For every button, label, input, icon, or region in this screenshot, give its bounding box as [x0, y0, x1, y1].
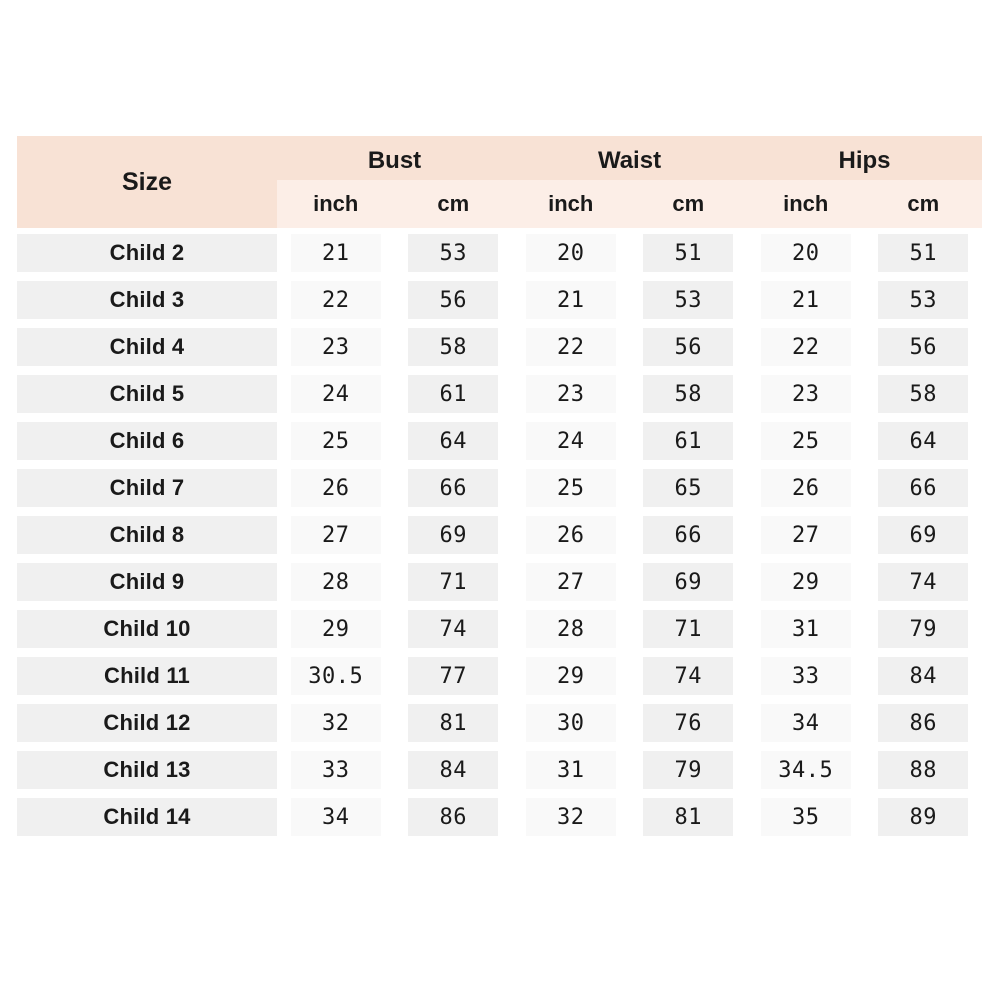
value-cell-wrap	[747, 281, 865, 319]
size-cell: Child 2	[17, 234, 277, 272]
value-cell-wrap	[747, 469, 865, 507]
value-cell-wrap	[395, 610, 513, 648]
cm-value-cell: 66	[643, 516, 733, 554]
cm-value-cell: 76	[643, 704, 733, 742]
cm-value-cell: 86	[878, 704, 968, 742]
value-cell-wrap	[865, 375, 983, 413]
value-cell-wrap	[277, 375, 395, 413]
cm-value-cell: 53	[643, 281, 733, 319]
size-column-header: Size	[121, 167, 173, 196]
value-cell-wrap	[277, 751, 395, 789]
cm-value-cell: 69	[643, 563, 733, 601]
table-row	[17, 328, 982, 366]
value-cell-wrap	[865, 798, 983, 836]
inch-value-cell: 34	[761, 704, 851, 742]
value-cell-wrap	[630, 422, 748, 460]
size-cell: Child 9	[17, 563, 277, 601]
inch-value-cell: 30.5	[291, 657, 381, 695]
value-cell-wrap	[277, 657, 395, 695]
value-cell-wrap	[630, 469, 748, 507]
inch-value-cell: 25	[291, 422, 381, 460]
cm-value-cell: 74	[878, 563, 968, 601]
inch-value-cell: 21	[526, 281, 616, 319]
waist-inch-header: inch	[512, 180, 630, 228]
inch-value-cell: 20	[526, 234, 616, 272]
inch-value-cell: 23	[291, 328, 381, 366]
cm-value-cell: 51	[643, 234, 733, 272]
cm-value-cell: 79	[643, 751, 733, 789]
inch-value-cell: 25	[761, 422, 851, 460]
table-row	[17, 751, 982, 789]
value-cell-wrap	[865, 563, 983, 601]
inch-value-cell: 31	[526, 751, 616, 789]
value-cell-wrap	[630, 281, 748, 319]
inch-value-cell: 27	[291, 516, 381, 554]
table-row	[17, 657, 982, 695]
value-cell-wrap	[395, 328, 513, 366]
size-cell: Child 13	[17, 751, 277, 789]
inch-value-cell: 25	[526, 469, 616, 507]
inch-value-cell: 27	[526, 563, 616, 601]
size-cell: Child 3	[17, 281, 277, 319]
table-row	[17, 798, 982, 836]
bust-group-header: Bust	[367, 147, 422, 174]
value-cell-wrap	[395, 704, 513, 742]
value-cell-wrap	[277, 281, 395, 319]
value-cell-wrap	[747, 704, 865, 742]
cm-value-cell: 77	[408, 657, 498, 695]
bust-inch-header: inch	[277, 180, 395, 228]
table-row	[17, 516, 982, 554]
cm-value-cell: 86	[408, 798, 498, 836]
cm-value-cell: 56	[408, 281, 498, 319]
cm-value-cell: 58	[408, 328, 498, 366]
waist-group-header: Waist	[597, 147, 662, 174]
table-row	[17, 422, 982, 460]
value-cell-wrap	[630, 798, 748, 836]
inch-value-cell: 28	[291, 563, 381, 601]
value-cell-wrap	[747, 328, 865, 366]
cm-value-cell: 74	[643, 657, 733, 695]
value-cell-wrap	[865, 234, 983, 272]
cm-value-cell: 53	[878, 281, 968, 319]
size-cell: Child 11	[17, 657, 277, 695]
cm-value-cell: 71	[408, 563, 498, 601]
cm-value-cell: 81	[643, 798, 733, 836]
table-row	[17, 469, 982, 507]
value-cell-wrap	[865, 704, 983, 742]
size-cell: Child 7	[17, 469, 277, 507]
inch-value-cell: 28	[526, 610, 616, 648]
cm-value-cell: 69	[408, 516, 498, 554]
value-cell-wrap	[512, 563, 630, 601]
cm-value-cell: 79	[878, 610, 968, 648]
inch-value-cell: 27	[761, 516, 851, 554]
value-cell-wrap	[512, 469, 630, 507]
value-cell-wrap	[277, 516, 395, 554]
table-row	[17, 234, 982, 272]
value-cell-wrap	[630, 610, 748, 648]
cm-value-cell: 66	[408, 469, 498, 507]
value-cell-wrap	[865, 469, 983, 507]
value-cell-wrap	[277, 798, 395, 836]
cm-value-cell: 51	[878, 234, 968, 272]
size-cell: Child 6	[17, 422, 277, 460]
table-row	[17, 281, 982, 319]
value-cell-wrap	[395, 657, 513, 695]
cm-value-cell: 56	[643, 328, 733, 366]
size-chart-table	[17, 136, 982, 836]
value-cell-wrap	[747, 516, 865, 554]
hips-cm-header: cm	[865, 180, 983, 228]
value-cell-wrap	[277, 704, 395, 742]
cm-value-cell: 53	[408, 234, 498, 272]
value-cell-wrap	[277, 422, 395, 460]
inch-value-cell: 24	[526, 422, 616, 460]
bust-cm-header: cm	[395, 180, 513, 228]
inch-value-cell: 34.5	[761, 751, 851, 789]
value-cell-wrap	[512, 328, 630, 366]
value-cell-wrap	[747, 751, 865, 789]
value-cell-wrap	[395, 469, 513, 507]
hips-inch-header: inch	[747, 180, 865, 228]
inch-value-cell: 22	[526, 328, 616, 366]
inch-value-cell: 24	[291, 375, 381, 413]
cm-value-cell: 61	[643, 422, 733, 460]
value-cell-wrap	[865, 657, 983, 695]
value-cell-wrap	[395, 375, 513, 413]
value-cell-wrap	[512, 375, 630, 413]
value-cell-wrap	[865, 610, 983, 648]
inch-value-cell: 32	[291, 704, 381, 742]
value-cell-wrap	[277, 563, 395, 601]
value-cell-wrap	[277, 610, 395, 648]
cm-value-cell: 66	[878, 469, 968, 507]
size-cell: Child 4	[17, 328, 277, 366]
inch-value-cell: 34	[291, 798, 381, 836]
cm-value-cell: 61	[408, 375, 498, 413]
value-cell-wrap	[512, 751, 630, 789]
cm-value-cell: 74	[408, 610, 498, 648]
value-cell-wrap	[512, 281, 630, 319]
inch-value-cell: 23	[761, 375, 851, 413]
inch-value-cell: 21	[761, 281, 851, 319]
value-cell-wrap	[395, 516, 513, 554]
inch-value-cell: 29	[291, 610, 381, 648]
value-cell-wrap	[747, 234, 865, 272]
cm-value-cell: 89	[878, 798, 968, 836]
value-cell-wrap	[512, 657, 630, 695]
inch-value-cell: 33	[761, 657, 851, 695]
value-cell-wrap	[630, 328, 748, 366]
value-cell-wrap	[747, 657, 865, 695]
cm-value-cell: 58	[878, 375, 968, 413]
value-cell-wrap	[395, 798, 513, 836]
size-cell: Child 5	[17, 375, 277, 413]
table-body	[17, 234, 982, 836]
table-row	[17, 610, 982, 648]
value-cell-wrap	[865, 516, 983, 554]
cm-value-cell: 65	[643, 469, 733, 507]
value-cell-wrap	[630, 563, 748, 601]
inch-value-cell: 32	[526, 798, 616, 836]
inch-value-cell: 30	[526, 704, 616, 742]
value-cell-wrap	[395, 422, 513, 460]
value-cell-wrap	[512, 798, 630, 836]
waist-cm-header: cm	[630, 180, 748, 228]
table-header	[17, 136, 982, 228]
value-cell-wrap	[277, 234, 395, 272]
size-cell: Child 12	[17, 704, 277, 742]
cm-value-cell: 56	[878, 328, 968, 366]
table-row	[17, 375, 982, 413]
value-cell-wrap	[512, 422, 630, 460]
value-cell-wrap	[865, 281, 983, 319]
cm-value-cell: 64	[408, 422, 498, 460]
table-row	[17, 563, 982, 601]
inch-value-cell: 33	[291, 751, 381, 789]
value-cell-wrap	[277, 328, 395, 366]
cm-value-cell: 81	[408, 704, 498, 742]
value-cell-wrap	[630, 516, 748, 554]
value-cell-wrap	[512, 234, 630, 272]
value-cell-wrap	[395, 234, 513, 272]
size-cell: Child 14	[17, 798, 277, 836]
value-cell-wrap	[747, 798, 865, 836]
size-cell: Child 10	[17, 610, 277, 648]
value-cell-wrap	[747, 610, 865, 648]
inch-value-cell: 26	[526, 516, 616, 554]
value-cell-wrap	[630, 657, 748, 695]
value-cell-wrap	[395, 751, 513, 789]
inch-value-cell: 31	[761, 610, 851, 648]
size-cell: Child 8	[17, 516, 277, 554]
cm-value-cell: 58	[643, 375, 733, 413]
value-cell-wrap	[512, 516, 630, 554]
value-cell-wrap	[395, 281, 513, 319]
inch-value-cell: 26	[761, 469, 851, 507]
cm-value-cell: 69	[878, 516, 968, 554]
inch-value-cell: 23	[526, 375, 616, 413]
inch-value-cell: 29	[761, 563, 851, 601]
value-cell-wrap	[630, 375, 748, 413]
value-cell-wrap	[865, 328, 983, 366]
inch-value-cell: 22	[761, 328, 851, 366]
value-cell-wrap	[277, 469, 395, 507]
cm-value-cell: 64	[878, 422, 968, 460]
hips-group-header: Hips	[838, 147, 891, 174]
value-cell-wrap	[865, 422, 983, 460]
inch-value-cell: 22	[291, 281, 381, 319]
value-cell-wrap	[512, 704, 630, 742]
value-cell-wrap	[512, 610, 630, 648]
inch-value-cell: 20	[761, 234, 851, 272]
inch-value-cell: 26	[291, 469, 381, 507]
value-cell-wrap	[747, 422, 865, 460]
value-cell-wrap	[630, 234, 748, 272]
inch-value-cell: 21	[291, 234, 381, 272]
value-cell-wrap	[395, 563, 513, 601]
cm-value-cell: 84	[878, 657, 968, 695]
cm-value-cell: 88	[878, 751, 968, 789]
cm-value-cell: 71	[643, 610, 733, 648]
table-row	[17, 704, 982, 742]
inch-value-cell: 29	[526, 657, 616, 695]
cm-value-cell: 84	[408, 751, 498, 789]
inch-value-cell: 35	[761, 798, 851, 836]
value-cell-wrap	[865, 751, 983, 789]
value-cell-wrap	[747, 563, 865, 601]
value-cell-wrap	[630, 704, 748, 742]
value-cell-wrap	[747, 375, 865, 413]
value-cell-wrap	[630, 751, 748, 789]
